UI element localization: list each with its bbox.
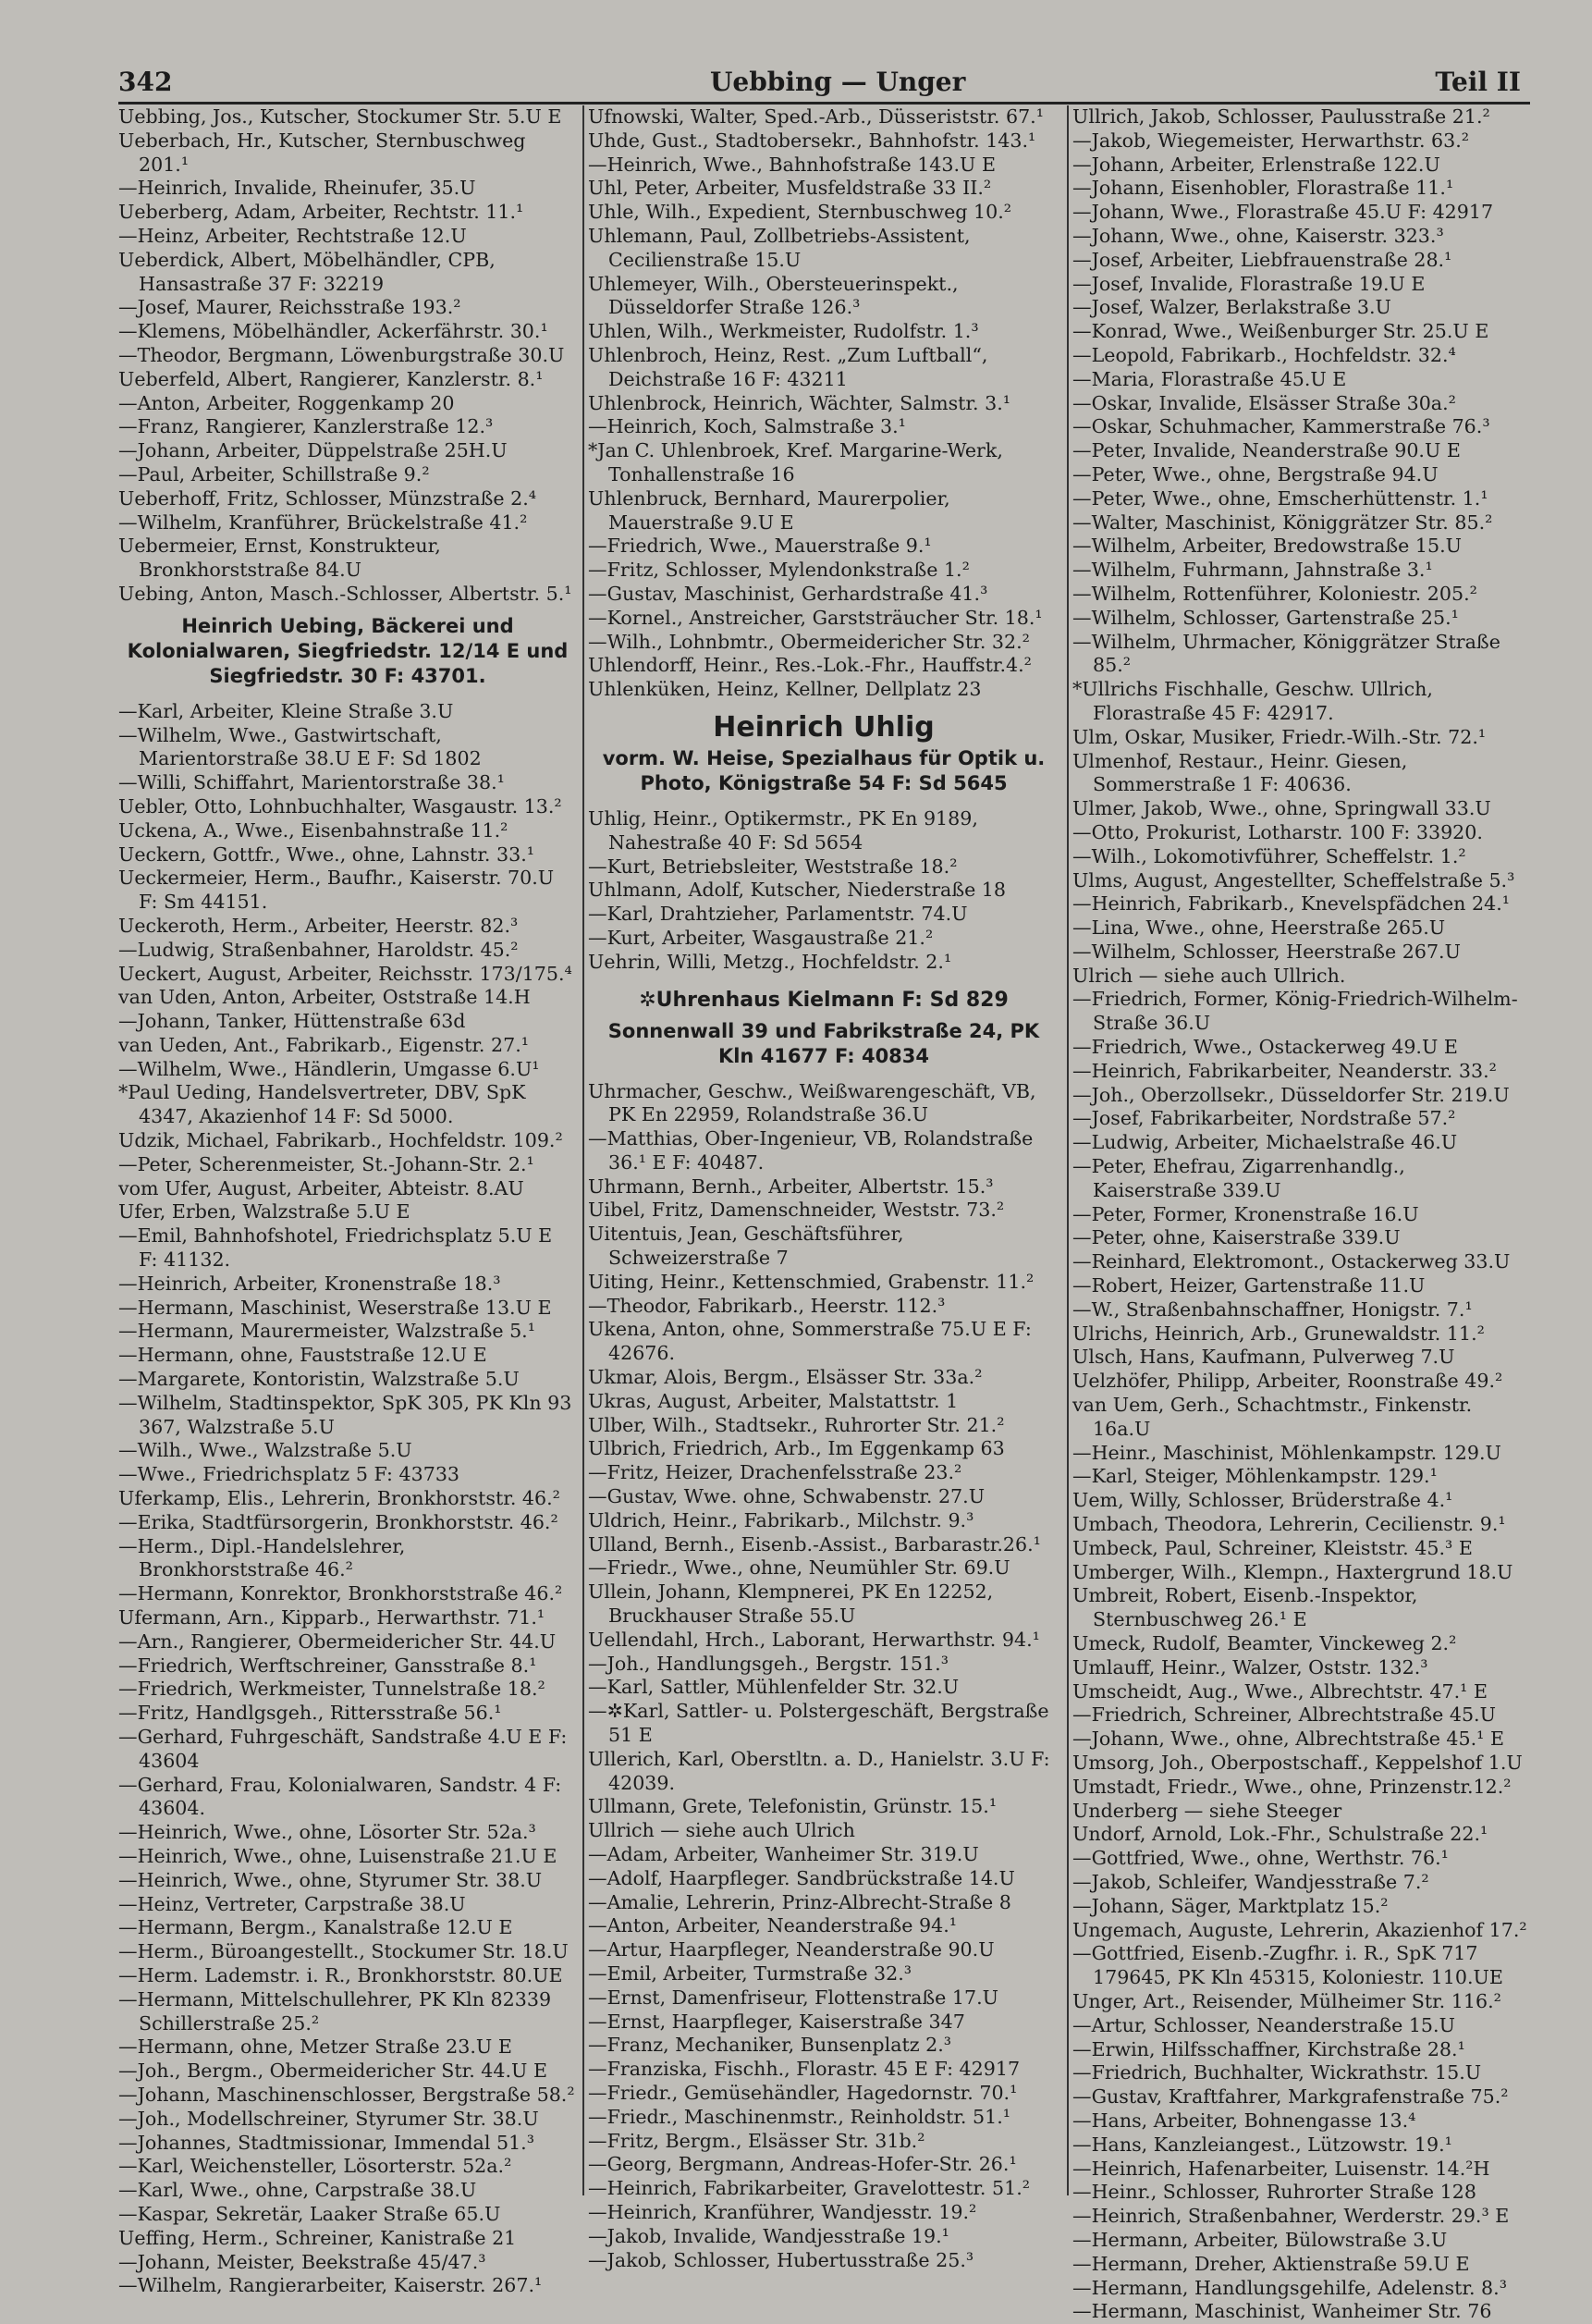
directory-entry: Umbreit, Robert, Eisenb.-Inspektor, Sternbuschweg 26.¹ E bbox=[1072, 1584, 1418, 1631]
directory-entry: Ullrich, Jakob, Schlosser, Paulusstraße 21.² bbox=[1072, 105, 1490, 128]
column-divider bbox=[1067, 105, 1069, 2195]
directory-entry: Uhde, Gust., Stadtobersekr., Bahnhofstr. 143.¹ bbox=[588, 129, 1036, 152]
directory-entry: Ulland, Bernh., Eisenb.-Assist., Barbarastr.26.¹ bbox=[588, 1532, 1041, 1555]
directory-entry: —Johann, Arbeiter, Düppelstraße 25H.U bbox=[118, 439, 508, 462]
directory-entry: —Heinrich, Arbeiter, Kronenstraße 18.³ bbox=[118, 1272, 501, 1295]
directory-entry: Uhlenküken, Heinz, Kellner, Dellplatz 23 bbox=[588, 678, 982, 701]
directory-entry: —Friedr., Wwe., ohne, Neumühler Str. 69.U bbox=[588, 1556, 1010, 1580]
advertisement bbox=[588, 982, 1059, 1069]
directory-entry: —Hermann, ohne, Metzer Straße 23.U E bbox=[118, 2035, 512, 2059]
directory-entry: Uferkamp, Elis., Lehrerin, Bronkhorststr. 46.² bbox=[118, 1487, 560, 1510]
directory-entry: —Wilhelm, Wwe., Gastwirtschaft, Marientorstraße 38.U E F: Sd 1802 bbox=[118, 723, 482, 770]
directory-entry: —Arn., Rangierer, Obermeidericher Str. 44.U bbox=[118, 1629, 557, 1653]
directory-entry: Ukras, August, Arbeiter, Malstattstr. 1 bbox=[588, 1389, 959, 1412]
directory-entry: —Peter, Scherenmeister, St.-Johann-Str. 2.¹ bbox=[118, 1152, 534, 1175]
directory-entry: —Franz, Rangierer, Kanzlerstraße 12.³ bbox=[118, 415, 494, 438]
directory-entry: —Heinrich, Wwe., ohne, Styrumer Str. 38.U bbox=[118, 1868, 543, 1891]
directory-entry: —Johann, Wwe., Florastraße 45.U F: 42917 bbox=[1072, 201, 1494, 224]
directory-entry: —Johann, Säger, Marktplatz 15.² bbox=[1072, 1894, 1389, 1917]
directory-entry: —Hermann, Arbeiter, Bülowstraße 3.U bbox=[1072, 2228, 1448, 2251]
directory-entry: —Wilhelm, Schlosser, Heerstraße 267.U bbox=[1072, 940, 1461, 963]
directory-entry: Ullein, Johann, Klempnerei, PK En 12252, Bruckhauser Straße 55.U bbox=[588, 1580, 994, 1628]
directory-entry: —Gerhard, Fuhrgeschäft, Sandstraße 4.U E F: 43604 bbox=[118, 1726, 568, 1772]
directory-entry: —Heinrich, Wwe., ohne, Lösorter Str. 52a.³ bbox=[118, 1821, 536, 1844]
directory-entry: —Anton, Arbeiter, Roggenkamp 20 bbox=[118, 391, 455, 414]
directory-entry: —Peter, Wwe., ohne, Emscherhüttenstr. 1.¹ bbox=[1072, 486, 1488, 510]
column-divider bbox=[582, 105, 584, 2195]
directory-entry: —Karl, Steiger, Möhlenkampstr. 129.¹ bbox=[1072, 1465, 1438, 1488]
directory-entry: —Jakob, Wiegemeister, Herwarthstr. 63.² bbox=[1072, 129, 1470, 152]
directory-entry: —Fritz, Heizer, Drachenfelsstraße 23.² bbox=[588, 1461, 962, 1484]
directory-entry: Uckena, A., Wwe., Eisenbahnstraße 11.² bbox=[118, 818, 508, 842]
directory-entry: —Johannes, Stadtmissionar, Immendal 51.³ bbox=[118, 2131, 534, 2154]
directory-entry: —Karl, Wwe., ohne, Carpstraße 38.U bbox=[118, 2179, 477, 2202]
directory-entry: —Paul, Arbeiter, Schillstraße 9.² bbox=[118, 462, 430, 486]
directory-entry: —Gerhard, Frau, Kolonialwaren, Sandstr. 4 F: 43604. bbox=[118, 1773, 562, 1820]
directory-entry: —Hermann, ohne, Fauststraße 12.U E bbox=[118, 1344, 487, 1367]
directory-entry: Ulmenhof, Restaur., Heinr. Giesen, Sommerstraße 1 F: 40636. bbox=[1072, 749, 1408, 796]
directory-entry: Ullmann, Grete, Telefonistin, Grünstr. 15.¹ bbox=[588, 1795, 998, 1818]
page-number: 342 bbox=[118, 67, 173, 97]
directory-entry: Umbeck, Paul, Schreiner, Kleiststr. 45.³ E bbox=[1072, 1536, 1473, 1559]
directory-entry: —Konrad, Wwe., Weißenburger Str. 25.U E bbox=[1072, 320, 1489, 343]
directory-entry: Unger, Art., Reisender, Mülheimer Str. 116.² bbox=[1072, 1989, 1501, 2012]
directory-entry: Ulrichs, Heinrich, Arb., Grunewaldstr. 11.² bbox=[1072, 1322, 1485, 1345]
directory-entry: —Wilhelm, Rottenführer, Koloniestr. 205.² bbox=[1072, 582, 1477, 605]
directory-entry: —Walter, Maschinist, Königgrätzer Str. 85.² bbox=[1072, 510, 1493, 534]
directory-entry: —Peter, Former, Kronenstraße 16.U bbox=[1072, 1202, 1419, 1225]
directory-entry: Uellendahl, Hrch., Laborant, Herwarthstr. 94.¹ bbox=[588, 1628, 1040, 1651]
directory-entry: Ufnowski, Walter, Sped.-Arb., Düsseriststr. 67.¹ bbox=[588, 105, 1044, 128]
directory-entry: Ulm, Oskar, Musiker, Friedr.-Wilh.-Str. 72.¹ bbox=[1072, 725, 1487, 748]
name-range: Uebbing — Unger bbox=[710, 67, 966, 97]
directory-entry: —Heinrich, Fabrikarb., Knevelspfädchen 24.¹ bbox=[1072, 892, 1510, 916]
directory-entry: —Johann, Arbeiter, Erlenstraße 122.U bbox=[1072, 153, 1440, 176]
directory-entry: Ullrich — siehe auch Ulrich bbox=[588, 1819, 855, 1842]
advertisement-title: Heinrich Uhlig bbox=[713, 710, 935, 744]
directory-entry: Uebbing, Jos., Kutscher, Stockumer Str. 5.U E bbox=[118, 105, 562, 128]
directory-entry: Ueckeroth, Herm., Arbeiter, Heerstr. 82.³ bbox=[118, 914, 519, 937]
directory-entry: —Theodor, Fabrikarb., Heerstr. 112.³ bbox=[588, 1294, 946, 1317]
directory-entry: Uebler, Otto, Lohnbuchhalter, Wasgaustr. 13.² bbox=[118, 794, 562, 818]
directory-entry: Ulmer, Jakob, Wwe., ohne, Springwall 33.U bbox=[1072, 797, 1491, 820]
page-header bbox=[118, 65, 1530, 105]
directory-entry: —Friedrich, Schreiner, Albrechtstraße 45.U bbox=[1072, 1703, 1496, 1727]
advertisement-title: ✲Uhrenhaus Kielmann F: Sd 829 bbox=[639, 988, 1009, 1012]
directory-entry: —Johann, Wwe., ohne, Kaiserstr. 323.³ bbox=[1072, 224, 1444, 247]
directory-entry: —Franz, Mechaniker, Bunsenplatz 2.³ bbox=[588, 2034, 952, 2057]
directory-entry: —Georg, Bergmann, Andreas-Hofer-Str. 26.¹ bbox=[588, 2153, 1017, 2176]
directory-entry: *Ullrichs Fischhalle, Geschw. Ullrich, Florastraße 45 F: 42917. bbox=[1072, 678, 1433, 724]
advertisement bbox=[118, 614, 577, 689]
directory-entry: —Herm., Dipl.-Handelslehrer, Bronkhorststraße 46.² bbox=[118, 1534, 406, 1581]
directory-entry: Uiting, Heinr., Kettenschmied, Grabenstr. 11.² bbox=[588, 1270, 1035, 1293]
advertisement bbox=[588, 709, 1059, 796]
directory-entry: —Wilhelm, Stadtinspektor, SpK 305, PK Kln 93 367, Walzstraße 5.U bbox=[118, 1391, 572, 1438]
directory-entry: —Karl, Sattler, Mühlenfelder Str. 32.U bbox=[588, 1676, 960, 1699]
directory-entry: —Ludwig, Arbeiter, Michaelstraße 46.U bbox=[1072, 1131, 1458, 1154]
directory-entry: —Peter, Wwe., ohne, Bergstraße 94.U bbox=[1072, 462, 1439, 486]
directory-entry: Ueffing, Herm., Schreiner, Kanistraße 21 bbox=[118, 2226, 517, 2249]
directory-entry: —Friedrich, Wwe., Ostackerweg 49.U E bbox=[1072, 1036, 1458, 1059]
directory-entry: Ueberbach, Hr., Kutscher, Sternbuschweg 201.¹ bbox=[118, 129, 526, 176]
directory-entry: Ueberdick, Albert, Möbelhändler, CPB, Hansastraße 37 F: 32219 bbox=[118, 248, 496, 295]
directory-entry: Umberger, Wilh., Klempn., Haxtergrund 18.U bbox=[1072, 1560, 1513, 1583]
directory-entry: —Heinrich, Hafenarbeiter, Luisenstr. 14.²H bbox=[1072, 2157, 1490, 2180]
directory-entry: Ulsch, Hans, Kaufmann, Pulverweg 7.U bbox=[1072, 1346, 1455, 1369]
directory-entry: —Hermann, Maschinist, Wanheimer Str. 76 bbox=[1072, 2300, 1492, 2323]
directory-entry: —Johann, Tanker, Hüttenstraße 63d bbox=[118, 1010, 466, 1033]
directory-entry: —Hermann, Bergm., Kanalstraße 12.U E bbox=[118, 1916, 513, 1939]
directory-entry: —Friedrich, Buchhalter, Wickrathstr. 15.U bbox=[1072, 2061, 1482, 2084]
directory-entry: —Wilhelm, Fuhrmann, Jahnstraße 3.¹ bbox=[1072, 559, 1433, 582]
directory-entry: *Paul Ueding, Handelsvertreter, DBV, SpK 4347, Akazienhof 14 F: Sd 5000. bbox=[118, 1081, 526, 1128]
directory-entry: —Joh., Handlungsgeh., Bergstr. 151.³ bbox=[588, 1652, 949, 1675]
directory-entry: Ueberhoff, Fritz, Schlosser, Münzstraße 2.⁴ bbox=[118, 486, 537, 510]
advertisement-text: Sonnenwall 39 und Fabrikstraße 24, PK Kln 41677 F: 40834 bbox=[607, 1019, 1040, 1067]
directory-entry: Uem, Willy, Schlosser, Brüderstraße 4.¹ bbox=[1072, 1489, 1453, 1512]
column-1 bbox=[118, 105, 577, 2297]
directory-entry: —Wilhelm, Wwe., Händlerin, Umgasse 6.U¹ bbox=[118, 1057, 540, 1080]
directory-entry: Ufermann, Arn., Kipparb., Herwarthstr. 71.¹ bbox=[118, 1606, 545, 1629]
directory-entry: —Adam, Arbeiter, Wanheimer Str. 319.U bbox=[588, 1843, 979, 1865]
directory-entry: Ulbrich, Friedrich, Arb., Im Eggenkamp 63 bbox=[588, 1437, 1005, 1460]
directory-entry: Ueckermeier, Herm., Baufhr., Kaiserstr. 70.U F: Sm 44151. bbox=[118, 867, 555, 914]
directory-entry: Uhlmann, Adolf, Kutscher, Niederstraße 18 bbox=[588, 879, 1007, 902]
directory-entry: —Matthias, Ober-Ingenieur, VB, Rolandstraße 36.¹ E F: 40487. bbox=[588, 1127, 1034, 1174]
directory-entry: —Josef, Walzer, Berlakstraße 3.U bbox=[1072, 296, 1391, 319]
directory-entry: Uhlemeyer, Wilh., Obersteuerinspekt., Düsseldorfer Straße 126.³ bbox=[588, 272, 959, 319]
directory-entry: —Heinrich, Wwe., ohne, Luisenstraße 21.U E bbox=[118, 1844, 557, 1867]
directory-entry: —Hans, Kanzleiangest., Lützowstr. 19.¹ bbox=[1072, 2133, 1452, 2156]
column-3 bbox=[1072, 105, 1535, 2323]
directory-entry: Uhlenbrock, Heinrich, Wächter, Salmstr. 3.¹ bbox=[588, 391, 1011, 414]
directory-entry: vom Ufer, August, Arbeiter, Abteistr. 8.AU bbox=[118, 1176, 524, 1199]
directory-entry: —Josef, Arbeiter, Liebfrauenstraße 28.¹ bbox=[1072, 248, 1452, 271]
directory-entry: —Anton, Arbeiter, Neanderstraße 94.¹ bbox=[588, 1914, 957, 1937]
directory-entry: —Josef, Fabrikarbeiter, Nordstraße 57.² bbox=[1072, 1107, 1456, 1130]
directory-entry: —Wilhelm, Arbeiter, Bredowstraße 15.U bbox=[1072, 535, 1462, 558]
directory-entry: —Jakob, Schleifer, Wandjesstraße 7.² bbox=[1072, 1870, 1429, 1893]
directory-entry: van Uden, Anton, Arbeiter, Oststraße 14.H bbox=[118, 986, 531, 1009]
directory-entry: Umbach, Theodora, Lehrerin, Cecilienstr. 9.¹ bbox=[1072, 1513, 1506, 1536]
directory-entry: —Friedr., Maschinenmstr., Reinholdstr. 51.¹ bbox=[588, 2105, 1011, 2128]
directory-entry: —Heinrich, Kranführer, Wandjesstr. 19.² bbox=[588, 2200, 977, 2223]
directory-entry: —Josef, Invalide, Florastraße 19.U E bbox=[1072, 272, 1426, 295]
directory-entry: —Hermann, Dreher, Aktienstraße 59.U E bbox=[1072, 2252, 1470, 2275]
directory-entry: —Gustav, Maschinist, Gerhardstraße 41.³ bbox=[588, 582, 988, 605]
directory-entry: Uelzhöfer, Philipp, Arbeiter, Roonstraße 49.² bbox=[1072, 1370, 1503, 1393]
directory-entry: Uhlig, Heinr., Optikermstr., PK En 9189, Nahestraße 40 F: Sd 5654 bbox=[588, 806, 978, 854]
directory-entry: —Hermann, Maurermeister, Walzstraße 5.¹ bbox=[118, 1320, 535, 1343]
directory-entry: Ulber, Wilh., Stadtsekr., Ruhrorter Str. 21.² bbox=[588, 1413, 1005, 1436]
directory-entry: —Wilhelm, Kranführer, Brückelstraße 41.² bbox=[118, 510, 528, 534]
directory-entry: Ukmar, Alois, Bergm., Elsässer Str. 33a.² bbox=[588, 1366, 983, 1389]
directory-entry: Ullerich, Karl, Oberstltn. a. D., Hanielstr. 3.U F: 42039. bbox=[588, 1747, 1050, 1794]
directory-entry: —Heinrich, Straßenbahner, Werderstr. 29.³ E bbox=[1072, 2205, 1510, 2228]
directory-entry: —Wilhelm, Schlosser, Gartenstraße 25.¹ bbox=[1072, 606, 1459, 629]
directory-entry: —W., Straßenbahnschaffner, Honigstr. 7.¹ bbox=[1072, 1297, 1473, 1321]
directory-entry: —Jakob, Schlosser, Hubertusstraße 25.³ bbox=[588, 2248, 974, 2271]
directory-entry: —Kurt, Betriebsleiter, Weststraße 18.² bbox=[588, 855, 958, 878]
directory-entry: —Joh., Oberzollsekr., Düsseldorfer Str. 219.U bbox=[1072, 1083, 1510, 1106]
directory-entry: —Otto, Prokurist, Lotharstr. 100 F: 33920. bbox=[1072, 820, 1483, 843]
column-2 bbox=[588, 105, 1059, 2271]
directory-entry: —Friedrich, Wwe., Mauerstraße 9.¹ bbox=[588, 535, 932, 558]
directory-entry: —Joh., Bergm., Obermeidericher Str. 44.U E bbox=[118, 2060, 547, 2083]
advertisement-text: vorm. W. Heise, Spezialhaus für Optik u. Photo, Königstraße 54 F: Sd 5645 bbox=[602, 746, 1046, 794]
advertisement-text: Heinrich Uebing, Bäckerei und Kolonialwaren, Siegfriedstr. 12/14 E und Siegfriedstr. 30 F: 43701. bbox=[127, 614, 569, 687]
directory-entry: —Herm., Büroangestellt., Stockumer Str. 18.U bbox=[118, 1940, 569, 1963]
directory-entry: —Fritz, Schlosser, Mylendonkstraße 1.² bbox=[588, 559, 970, 582]
directory-entry: —Ernst, Damenfriseur, Flottenstraße 17.U bbox=[588, 1986, 999, 2009]
directory-entry: —Leopold, Fabrikarb., Hochfeldstr. 32.⁴ bbox=[1072, 343, 1456, 366]
directory-entry: —Oskar, Invalide, Elsässer Straße 30a.² bbox=[1072, 391, 1456, 414]
directory-entry: —Kurt, Arbeiter, Wasgaustraße 21.² bbox=[588, 926, 934, 949]
directory-entry: Underberg — siehe Steeger bbox=[1072, 1799, 1342, 1822]
directory-entry: —Lina, Wwe., ohne, Heerstraße 265.U bbox=[1072, 916, 1446, 940]
directory-entry: —Margarete, Kontoristin, Walzstraße 5.U bbox=[118, 1368, 520, 1391]
directory-entry: —Wilh., Lohnbmtr., Obermeidericher Str. 32.² bbox=[588, 630, 1030, 653]
directory-entry: Uitentuis, Jean, Geschäftsführer, Schweizerstraße 7 bbox=[588, 1223, 904, 1270]
directory-entry: —Robert, Heizer, Gartenstraße 11.U bbox=[1072, 1274, 1426, 1297]
directory-entry: —Erika, Stadtfürsorgerin, Bronkhorststr. 46.² bbox=[118, 1510, 558, 1533]
directory-entry: —Peter, Invalide, Neanderstraße 90.U E bbox=[1072, 439, 1461, 462]
directory-entry: Ulrich — siehe auch Ullrich. bbox=[1072, 964, 1346, 987]
directory-entry: —Adolf, Haarpfleger. Sandbrückstraße 14.U bbox=[588, 1866, 1015, 1889]
directory-entry: Umscheidt, Aug., Wwe., Albrechtstr. 47.¹ E bbox=[1072, 1679, 1488, 1703]
directory-entry: —Artur, Schlosser, Neanderstraße 15.U bbox=[1072, 2013, 1455, 2036]
directory-entry: Ueckern, Gottfr., Wwe., ohne, Lahnstr. 33.¹ bbox=[118, 842, 535, 866]
directory-entry: —Gottfried, Wwe., ohne, Werthstr. 76.¹ bbox=[1072, 1847, 1449, 1870]
directory-entry: —Ludwig, Straßenbahner, Haroldstr. 45.² bbox=[118, 938, 519, 961]
directory-entry: —Klemens, Möbelhändler, Ackerfährstr. 30.¹ bbox=[118, 320, 548, 343]
directory-entry: —Peter, Ehefrau, Zigarrenhandlg., Kaiserstraße 339.U bbox=[1072, 1155, 1405, 1201]
directory-entry: —Hermann, Maschinist, Weserstraße 13.U E bbox=[118, 1296, 552, 1319]
directory-entry: van Ueden, Ant., Fabrikarb., Eigenstr. 27.¹ bbox=[118, 1033, 530, 1056]
directory-entry: —Wilh., Wwe., Walzstraße 5.U bbox=[118, 1439, 412, 1462]
directory-entry: —Heinrich, Fabrikarbeiter, Gravelottestr. 51.² bbox=[588, 2177, 1031, 2200]
directory-entry: Uhlemann, Paul, Zollbetriebs-Assistent, Cecilienstraße 15.U bbox=[588, 224, 971, 271]
directory-entry: —Josef, Maurer, Reichsstraße 193.² bbox=[118, 296, 461, 319]
directory-entry: Ukena, Anton, ohne, Sommerstraße 75.U E F: 42676. bbox=[588, 1318, 1032, 1365]
directory-entry: Uhrmann, Bernh., Arbeiter, Albertstr. 15.³ bbox=[588, 1174, 994, 1198]
directory-entry: —Ernst, Haarpfleger, Kaiserstraße 347 bbox=[588, 2010, 965, 2033]
directory-entry: —Amalie, Lehrerin, Prinz-Albrecht-Straße 8 bbox=[588, 1890, 1011, 1913]
directory-entry: Uebing, Anton, Masch.-Schlosser, Albertstr. 5.¹ bbox=[118, 582, 572, 605]
directory-entry: —Herm. Lademstr. i. R., Bronkhorststr. 80.UE bbox=[118, 1963, 563, 1986]
directory-entry: —Friedrich, Werkmeister, Tunnelstraße 18.² bbox=[118, 1678, 545, 1701]
directory-entry: —Karl, Arbeiter, Kleine Straße 3.U bbox=[118, 699, 454, 722]
directory-entry: —Peter, ohne, Kaiserstraße 339.U bbox=[1072, 1226, 1401, 1249]
directory-entry: Uhlen, Wilh., Werkmeister, Rudolfstr. 1.³ bbox=[588, 320, 979, 343]
directory-entry: —Heinrich, Invalide, Rheinufer, 35.U bbox=[118, 177, 476, 200]
directory-entry: Uhrmacher, Geschw., Weißwarengeschäft, VB, PK En 22959, Rolandstraße 36.U bbox=[588, 1079, 1036, 1126]
directory-entry: —Oskar, Schuhmacher, Kammerstraße 76.³ bbox=[1072, 415, 1490, 438]
directory-entry: —Johann, Meister, Beekstraße 45/47.³ bbox=[118, 2250, 486, 2273]
directory-entry: Umlauff, Heinr., Walzer, Oststr. 132.³ bbox=[1072, 1655, 1428, 1678]
directory-entry: Uehrin, Willi, Metzg., Hochfeldstr. 2.¹ bbox=[588, 950, 952, 973]
directory-entry: —Fritz, Bergm., Elsässer Str. 31b.² bbox=[588, 2129, 925, 2152]
directory-entry: Uebermeier, Ernst, Konstrukteur, Bronkhorststraße 84.U bbox=[118, 535, 441, 582]
directory-entry: —Friedr., Gemüsehändler, Hagedornstr. 70.¹ bbox=[588, 2081, 1018, 2104]
directory-entry: —Wilh., Lokomotivführer, Scheffelstr. 1.² bbox=[1072, 844, 1466, 867]
directory-entry: —Hermann, Mittelschullehrer, PK Kln 82339 Schillerstraße 25.² bbox=[118, 1987, 552, 2035]
directory-entry: —Theodor, Bergmann, Löwenburgstraße 30.U bbox=[118, 343, 565, 366]
directory-entry: —Wilhelm, Uhrmacher, Königgrätzer Straße 85.² bbox=[1072, 630, 1500, 677]
directory-entry: —Karl, Weichensteller, Lösorterstr. 52a.² bbox=[118, 2155, 512, 2178]
directory-entry: Ueberfeld, Albert, Rangierer, Kanzlerstr. 8.¹ bbox=[118, 367, 544, 390]
directory-entry: —Heinr., Maschinist, Möhlenkampstr. 129.U bbox=[1072, 1441, 1501, 1464]
directory-entry: Uldrich, Heinr., Fabrikarb., Milchstr. 9.³ bbox=[588, 1508, 974, 1531]
directory-entry: —✲Karl, Sattler- u. Polstergeschäft, Bergstraße 51 E bbox=[588, 1700, 1049, 1747]
directory-entry: Ufer, Erben, Walzstraße 5.U E bbox=[118, 1200, 410, 1223]
directory-entry: —Hermann, Konrektor, Bronkhorststraße 46.² bbox=[118, 1582, 563, 1605]
directory-entry: Ueberberg, Adam, Arbeiter, Rechtstr. 11.¹ bbox=[118, 201, 524, 224]
directory-entry: —Reinhard, Elektromont., Ostackerweg 33.U bbox=[1072, 1250, 1511, 1273]
directory-entry: —Emil, Bahnhofshotel, Friedrichsplatz 5.U E F: 41132. bbox=[118, 1224, 553, 1272]
directory-entry: *Jan C. Uhlenbroek, Kref. Margarine-Werk, Tonhallenstraße 16 bbox=[588, 439, 1003, 486]
directory-entry: —Fritz, Handlgsgeh., Rittersstraße 56.¹ bbox=[118, 1702, 502, 1725]
directory-entry: —Karl, Drahtzieher, Parlamentstr. 74.U bbox=[588, 903, 968, 926]
directory-entry: —Heinrich, Wwe., Bahnhofstraße 143.U E bbox=[588, 153, 996, 176]
directory-entry: —Wwe., Friedrichsplatz 5 F: 43733 bbox=[118, 1463, 460, 1486]
directory-entry: Ungemach, Auguste, Lehrerin, Akazienhof 17.² bbox=[1072, 1918, 1527, 1941]
directory-entry: —Friedrich, Former, König-Friedrich-Wilhelm-Straße 36.U bbox=[1072, 988, 1518, 1035]
directory-entry: Uhlendorff, Heinr., Res.-Lok.-Fhr., Hauffstr.4.² bbox=[588, 654, 1032, 677]
directory-entry: Umeck, Rudolf, Beamter, Vinckeweg 2.² bbox=[1072, 1632, 1457, 1654]
directory-entry: —Kornel., Anstreicher, Garststräucher Str. 18.¹ bbox=[588, 606, 1043, 629]
directory-entry: —Friedrich, Werftschreiner, Gansstraße 8.¹ bbox=[118, 1654, 537, 1677]
directory-entry: —Erwin, Hilfsschaffner, Kirchstraße 28.¹ bbox=[1072, 2037, 1465, 2060]
directory-entry: —Gustav, Kraftfahrer, Markgrafenstraße 75.² bbox=[1072, 2085, 1509, 2109]
part-label: Teil II bbox=[1435, 67, 1521, 97]
directory-entry: van Uem, Gerh., Schachtmstr., Finkenstr. 16a.U bbox=[1072, 1394, 1473, 1440]
directory-entry: —Gottfried, Eisenb.-Zugfhr. i. R., SpK 717 179645, PK Kln 45315, Koloniestr. 110.UE bbox=[1072, 1942, 1503, 1989]
directory-entry: Uhle, Wilh., Expedient, Sternbuschweg 10.² bbox=[588, 201, 1012, 224]
directory-entry: —Wilhelm, Rangierarbeiter, Kaiserstr. 267.¹ bbox=[118, 2274, 543, 2297]
directory-entry: Umsorg, Joh., Oberpostschaff., Keppelshof 1.U bbox=[1072, 1751, 1523, 1774]
directory-entry: Uibel, Fritz, Damenschneider, Weststr. 73.² bbox=[588, 1199, 1005, 1222]
directory-entry: Undorf, Arnold, Lok.-Fhr., Schulstraße 22.¹ bbox=[1072, 1823, 1488, 1846]
directory-entry: Ueckert, August, Arbeiter, Reichsstr. 173/175.⁴ bbox=[118, 962, 572, 985]
directory-entry: —Jakob, Invalide, Wandjesstraße 19.¹ bbox=[588, 2224, 949, 2247]
directory-entry: Ulms, August, Angestellter, Scheffelstraße 5.³ bbox=[1072, 868, 1515, 891]
directory-entry: —Hermann, Handlungsgehilfe, Adelenstr. 8.³ bbox=[1072, 2276, 1507, 2299]
directory-entry: —Johann, Wwe., ohne, Albrechtstraße 45.¹ E bbox=[1072, 1728, 1505, 1751]
directory-entry: —Joh., Modellschreiner, Styrumer Str. 38.U bbox=[118, 2107, 539, 2130]
directory-entry: —Heinz, Arbeiter, Rechtstraße 12.U bbox=[118, 224, 467, 247]
directory-entry: —Heinz, Vertreter, Carpstraße 38.U bbox=[118, 1892, 466, 1915]
directory-entry: —Johann, Maschinenschlosser, Bergstraße 58.² bbox=[118, 2083, 575, 2106]
directory-entry: —Maria, Florastraße 45.U E bbox=[1072, 367, 1347, 390]
directory-entry: —Heinrich, Fabrikarbeiter, Neanderstr. 33.² bbox=[1072, 1059, 1497, 1082]
directory-entry: Uhl, Peter, Arbeiter, Musfeldstraße 33 II.² bbox=[588, 177, 992, 200]
directory-entry: —Heinrich, Koch, Salmstraße 3.¹ bbox=[588, 415, 906, 438]
directory-entry: Umstadt, Friedr., Wwe., ohne, Prinzenstr.12.² bbox=[1072, 1775, 1512, 1798]
directory-entry: —Kaspar, Sekretär, Laaker Straße 65.U bbox=[118, 2202, 501, 2225]
directory-entry: Uhlenbroch, Heinz, Rest. „Zum Luftball“, Deichstraße 16 F: 43211 bbox=[588, 343, 988, 390]
directory-entry: —Johann, Eisenhobler, Florastraße 11.¹ bbox=[1072, 177, 1454, 200]
directory-entry: —Emil, Arbeiter, Turmstraße 32.³ bbox=[588, 1961, 912, 1985]
directory-entry: —Hans, Arbeiter, Bohnengasse 13.⁴ bbox=[1072, 2109, 1416, 2132]
directory-entry: —Willi, Schiffahrt, Marientorstraße 38.¹ bbox=[118, 771, 505, 794]
directory-entry: Udzik, Michael, Fabrikarb., Hochfeldstr. 109.² bbox=[118, 1129, 563, 1152]
directory-entry: Uhlenbruck, Bernhard, Maurerpolier, Mauerstraße 9.U E bbox=[588, 486, 950, 534]
directory-entry: —Artur, Haarpfleger, Neanderstraße 90.U bbox=[588, 1938, 995, 1961]
directory-entry: —Gustav, Wwe. ohne, Schwabenstr. 27.U bbox=[588, 1485, 986, 1508]
directory-entry: —Heinr., Schlosser, Ruhrorter Straße 128 bbox=[1072, 2181, 1476, 2204]
directory-entry: —Franziska, Fischh., Florastr. 45 E F: 42917 bbox=[588, 2058, 1021, 2081]
